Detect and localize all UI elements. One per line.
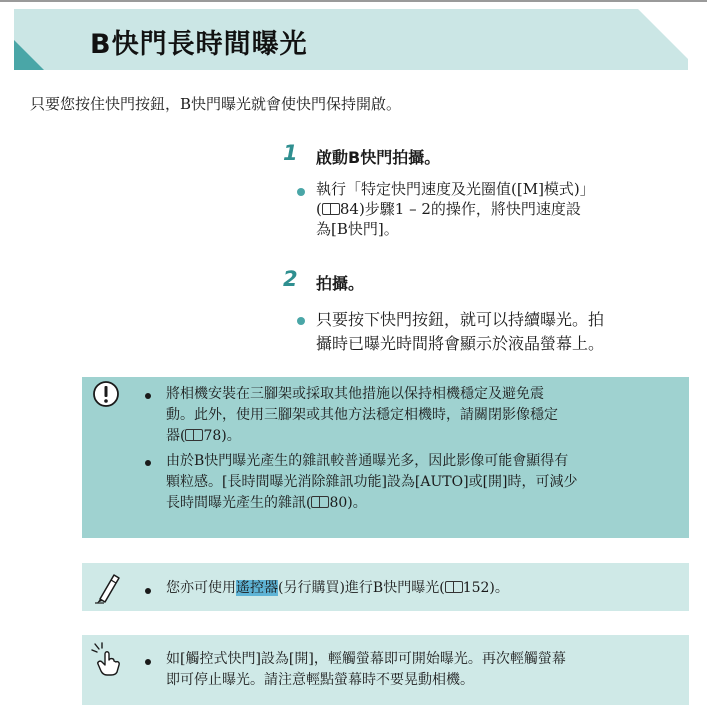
- caution-item-2-line-2: 顆粒感。[長時間曝光消除雜訊功能]設為[AUTO]或[開]時，可減少: [166, 474, 578, 490]
- step-1-number: 1: [283, 141, 298, 165]
- caution-item-2-line-1: 由於B快門曝光產生的雜訊較普通曝光多，因此影像可能會顯得有: [166, 453, 569, 469]
- caution-item-1-ref: 78)。: [203, 428, 241, 444]
- caution-item-2-ref: 80)。: [329, 495, 367, 511]
- book-ref-icon: [322, 203, 340, 215]
- title-corner-accent: [14, 40, 44, 70]
- step-2-title: 拍攝。: [316, 274, 365, 293]
- step-1-line-1: 執行「特定快門速度及光圈值([M]模式)」: [316, 180, 595, 198]
- hint-bullet: [145, 659, 151, 665]
- hint-line-1: 如[觸控式快門]設為[開]，輕觸螢幕即可開始曝光。再次輕觸螢幕: [166, 651, 566, 667]
- step-2-line-1: 只要按下快門按鈕，就可以持續曝光。拍: [316, 310, 605, 329]
- hint-text: [166, 649, 566, 691]
- tip-ref: 152)。: [462, 580, 509, 596]
- pencil-icon: [92, 569, 122, 605]
- caution-icon: [92, 380, 120, 408]
- caution-item-1-line-3-text: 器(: [166, 428, 186, 444]
- tip-middle: (另行購買)進行B快門曝光(: [278, 580, 445, 596]
- book-ref-icon: [445, 581, 463, 593]
- step-1-line-3: 為[B快門]。: [316, 220, 399, 238]
- caution-bullet-2: [145, 460, 151, 466]
- caution-item-2: [166, 451, 578, 514]
- tip-text: [166, 578, 509, 599]
- intro-text: 只要您按住快門按鈕，B快門曝光就會使快門保持開啟。: [30, 95, 402, 113]
- caution-item-1-line-3: [166, 426, 558, 447]
- step-1-line-2-text: 84)步驟1 – 2的操作，將快門速度設: [339, 200, 581, 218]
- tip-prefix: 您亦可使用: [166, 580, 236, 596]
- step-1-line-2: [316, 199, 595, 219]
- caution-bullet-1: [145, 393, 151, 399]
- step-2-line-2: 攝時已曝光時間將會顯示於液晶螢幕上。: [316, 334, 605, 353]
- step-1-paren: (: [316, 200, 322, 218]
- step-1-body: [316, 179, 595, 239]
- step-1-title: 啟動B快門拍攝。: [316, 148, 441, 167]
- caution-item-1-line-2: 動。此外，使用三腳架或其他方法穩定相機時，請關閉影像穩定: [166, 407, 558, 423]
- book-ref-icon: [185, 429, 203, 441]
- tip-highlight-remote[interactable]: 遙控器: [236, 580, 278, 596]
- hint-line-2: 即可停止曝光。請注意輕點螢幕時不要晃動相機。: [166, 672, 474, 688]
- caution-item-2-line-3-text: 長時間曝光產生的雜訊(: [166, 495, 312, 511]
- step-2-bullet: [297, 317, 305, 325]
- caution-item-2-line-3: [166, 493, 578, 514]
- book-ref-icon: [311, 496, 329, 508]
- top-rule: [0, 0, 707, 2]
- tip-bullet: [145, 588, 151, 594]
- step-2-body: [316, 308, 604, 356]
- step-2-number: 2: [283, 267, 298, 291]
- caution-item-1-line-1: 將相機安裝在三腳架或採取其他措施以保持相機穩定及避免震: [166, 386, 544, 402]
- touch-hand-icon: [90, 642, 122, 676]
- page-title: B快門長時間曝光: [90, 29, 308, 60]
- caution-item-1: [166, 384, 558, 447]
- step-1-bullet: [297, 188, 305, 196]
